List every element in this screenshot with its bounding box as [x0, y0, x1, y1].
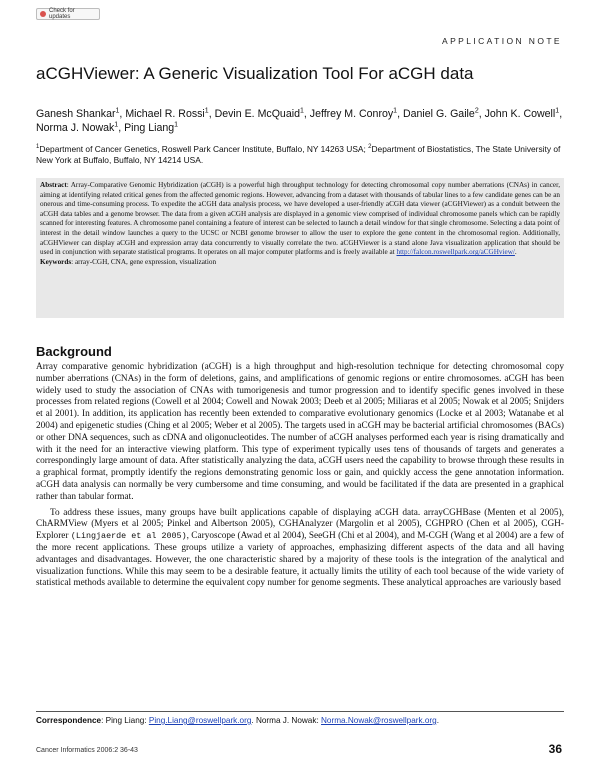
author-separator: , [208, 108, 215, 120]
email-link[interactable]: Ping.Liang@roswellpark.org [148, 716, 252, 725]
correspondence-label: Correspondence [36, 716, 102, 725]
author-separator: , [397, 108, 403, 120]
abstract-box [36, 178, 564, 318]
author: Ping Liang [124, 122, 175, 134]
author-affil-mark: 1 [174, 121, 179, 129]
author: Jeffrey M. Conroy [309, 108, 394, 120]
author: Daniel G. Gaile [402, 108, 475, 120]
affil-mark: 2 [368, 144, 372, 151]
correspondence-end: . [436, 716, 439, 725]
abstract-end: . [514, 248, 517, 257]
author: John K. Cowell [484, 108, 556, 120]
body-text [36, 362, 564, 590]
author-separator: , [478, 108, 485, 120]
affil-mark: 1 [36, 144, 40, 151]
paper-title: aCGHViewer: A Generic Visualization Tool For aCGH data [36, 64, 474, 83]
author-affil-mark: 1 [204, 107, 209, 115]
author-separator: , [303, 108, 310, 120]
journal-citation: Cancer Informatics 2006:2 36-43 [36, 747, 138, 754]
correspondent-2: . Norma J. Nowak: [251, 716, 322, 725]
keywords-text: : array-CGH, CNA, gene expression, visualization [71, 257, 217, 266]
paragraph-part: , Caryoscope (Awad et al 2004), SeeGH (Chi et al 2004), and M-CGH (Wang et al 2004) are a few of the more recent applications. These groups utilize a variety of approaches, emphasizing different aspects of the data and all having advantages and disadvantages. However, the one characteristic shared by a majority of these tools is the integration of the analytical and visualization functions. While this may seem to be a desirable feature, it actually limits the utility of each tool because of the wide variety of statistical methods available to determine the equivalent copy number for genome segments. These analytical approaches are variously based [36, 531, 564, 589]
affiliations [36, 144, 564, 166]
author-affil-mark: 1 [393, 107, 398, 115]
software-link[interactable]: http://falcon.roswellpark.org/aCGHview/ [396, 248, 515, 257]
email-link[interactable]: Norma.Nowak@roswellpark.org [321, 716, 437, 725]
author-affil-mark: 2 [474, 107, 479, 115]
author-separator: , [118, 122, 125, 134]
author-list [36, 107, 564, 135]
author-separator: , [559, 108, 563, 120]
paragraph: Array comparative genomic hybridization (aCGH) is a high throughput and high-resolution technique for detecting chromosomal copy number aberrations (CNAs) in the form of deletions, gains, and amplifications of genomic regions or entire chromosomes. aCGH has been widely used to study the association of CNAs with tumorigenesis and tumor progression and to identify specific genes involved in these processes from related regions (Cowell et al 2004; Cowell and Nowak 2003; Deeb et al 2005; Miliaras et al 2005; Nowak et al 2005; Snijders et al 2001). In addition, its application has recently been extended to comparative evolutionary genomics (Locke et al 2003; Watanabe et al 2004) and epigenetic studies (Ching et al 2005; Weber et al 2005). The targets used in aCGH may be bacterial artificial chromosomes (BACs) or other DNA sequences, such as cDNA and oligonucleotides. The number of aCGH analyses performed each year is rising dramatically and with it the need for an interactive viewing platform. This type of experiment typically uses tens of thousands of targets and generates a correspondingly large amount of data. After statistically analyzing the data, aCGH users need the capability to browse through these results in a graphical format, promptly identify the regions demonstrating genomic loss or gain, and quickly access the gene annotation information. aCGH data analysis can normally be very cumbersome and time consuming, and would be facilitated if the data are presented in a graphical rather than tabular format. [36, 362, 564, 502]
article-type-label: APPLICATION NOTE [442, 36, 562, 46]
footnote-divider [36, 711, 564, 712]
author-affil-mark: 1 [115, 107, 120, 115]
author: Devin E. McQuaid [214, 108, 300, 120]
page-number: 36 [548, 742, 562, 756]
update-status-icon [40, 11, 46, 17]
author-affil-mark: 1 [114, 121, 119, 129]
author: Ganesh Shankar [36, 108, 116, 120]
citation-mono: (Lingjaerde et al 2005) [70, 531, 187, 542]
author-affil-mark: 1 [299, 107, 304, 115]
paragraph-part: To address these issues, many groups have built applications capable of displaying aCGH data. arrayCGHBase (Menten et al 2005), ChARMView (Myers et al 2005; Pinkel and Albertson 2005), CGHAnalyzer (Margolin et al 2005), CGHPRO (Chen et al 2005), CGH-Explorer [36, 507, 564, 542]
check-for-updates-badge[interactable] [36, 8, 100, 20]
author-separator: , [119, 108, 126, 120]
author: Michael R. Rossi [125, 108, 205, 120]
correspondent-1: : Ping Liang: [101, 716, 149, 725]
affiliation-1: Department of Cancer Genetics, Roswell Park Cancer Institute, Buffalo, NY 14263 USA; [39, 144, 369, 154]
section-heading: Background [36, 344, 112, 359]
paragraph [36, 508, 564, 591]
author-affil-mark: 1 [555, 107, 560, 115]
badge-label: Check for updates [49, 8, 75, 20]
abstract-label: Abstract [40, 181, 67, 189]
keywords-label: Keywords [40, 257, 72, 266]
author: Norma J. Nowak [36, 122, 115, 134]
affiliation-2: Department of Biostatistics, The State University of New York at Buffalo, Buffalo, NY 14214 USA. [36, 144, 561, 165]
correspondence-note [36, 716, 564, 725]
abstract-text: : Array-Comparative Genomic Hybridization (aCGH) is a powerful high throughput technology for detecting chromosomal copy number aberrations (CNAs) in cancer, aiming at identifying related critical genes from the affected genomic regions. However, advancing from a dataset with thousands of tabular lines to a few candidate genes can be an onerous and time-consuming process. To expedite the aCGH data analysis process, we have developed a user-friendly aCGH data viewer (aCGHViewer) as a conduit between the aCGH data tables and a genome browser. The data from a given aCGH analysis are displayed in a genomic view comprised of individual chromosome panels which can be rapidly scanned for interesting features. A chromosome panel containing a feature of interest can be selected to launch a detail window for that single chromosome. Selecting a data point of interest in the detail window launches a query to the UCSC or NCBI genome browser to allow the user to explore the gene content in the chromosomal region. Additionally, aCGHViewer can display aCGH and expression array data concurrently to visually correlate the two. aCGHViewer is a stand alone Java visualization application that should be used in conjunction with separate statistical programs. It operates on all major computer platforms and is freely available at [40, 181, 560, 257]
